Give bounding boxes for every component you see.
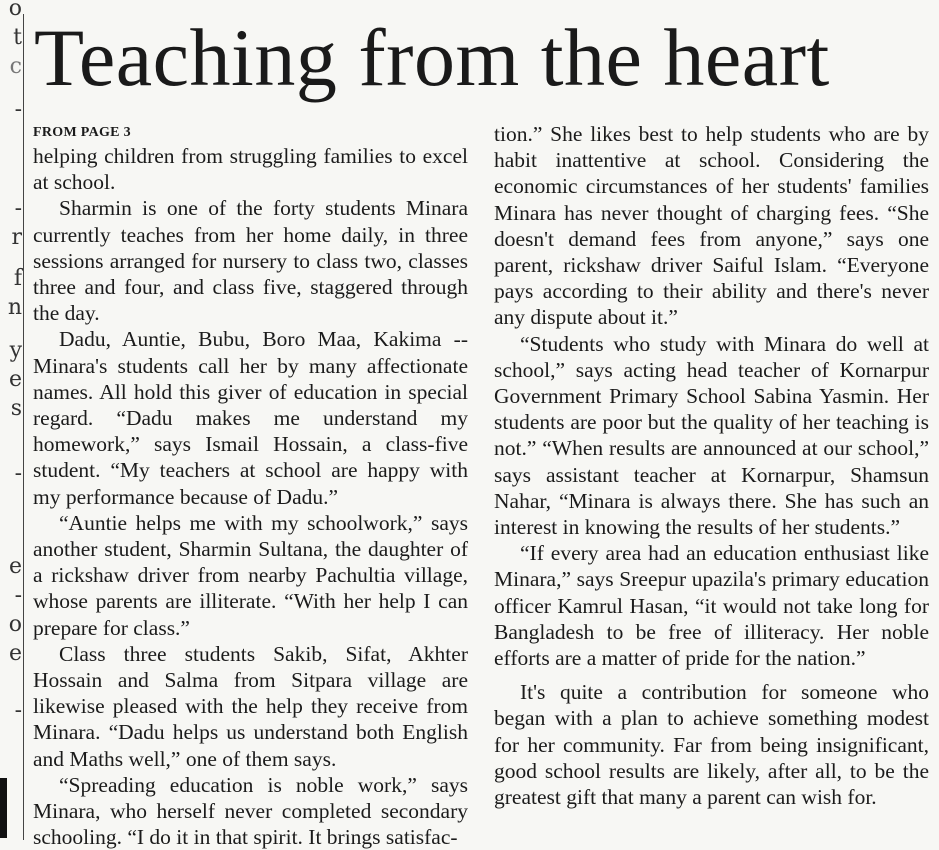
margin-fragment: t — [13, 25, 22, 50]
margin-fragment: n — [7, 295, 22, 320]
paragraph: Dadu, Auntie, Bubu, Boro Maa, Kakima -- Minara's students call her by many affectionate names. All hold this giver of education in special regard. “Dadu makes me understand my homework,” says Ismail Hossain, a class-five student. “My teachers at school are happy with my performance because of Dadu.” — [33, 327, 468, 509]
article-column-right — [494, 121, 929, 810]
paragraph: tion.” She likes best to help students who are by habit inattentive at school. Considering the economic circumstances of her students' families Minara has never thought of charging fees. “She doesn't demand fees from anyone,” says one parent, rickshaw driver Saiful Islam. “Everyone pays according to their ability and there's never any dispute about it.” — [494, 122, 929, 330]
margin-fragment: y — [9, 338, 22, 363]
paragraph: “If every area had an education enthusiast like Minara,” says Sreepur upazila's primary education officer Kamrul Hasan, “it would not take long for Bangladesh to be free of illiteracy. Her noble efforts are a matter of pride for the nation.” — [494, 541, 929, 671]
margin-fragment: s — [10, 396, 22, 421]
margin-fragment: e — [8, 641, 22, 666]
margin-black-bar — [0, 778, 7, 838]
paragraph: “Spreading education is noble work,” says Minara, who herself never completed secondary schooling. “I do it in that spirit. It brings satisfac- — [33, 772, 468, 850]
adjacent-column-fragments — [0, 0, 22, 847]
margin-fragment: e — [8, 367, 22, 392]
margin-fragment: - — [14, 461, 22, 486]
margin-fragment: - — [14, 698, 22, 723]
article-column-left — [33, 121, 468, 850]
column-rule — [23, 14, 24, 840]
margin-fragment: c — [9, 54, 22, 79]
margin-fragment: - — [14, 583, 22, 608]
headline: Teaching from the heart — [34, 12, 830, 103]
paragraph: “Students who study with Minara do well at school,” says acting head teacher of Kornarpur Government Primary School Sabina Yasmin. Her students are poor but the quality of her teaching is not.” “When results are announced at our school,” says assistant teacher at Kornarpur, Shamsun Nahar, “Minara is always there. She has such an interest in knowing the results of her students.” — [494, 331, 929, 540]
paragraph: helping children from struggling families to excel at school. — [33, 144, 468, 195]
margin-fragment: f — [13, 266, 22, 291]
margin-fragment: r — [11, 225, 22, 250]
paragraph: Class three students Sakib, Sifat, Akhter Hossain and Salma from Sitpara village are likewise pleased with the help they receive from Minara. “Dadu helps us understand both English and Maths well,” one of them says. — [33, 641, 468, 771]
paragraph: “Auntie helps me with my schoolwork,” says another student, Sharmin Sultana, the daughter of a rickshaw driver from nearby Pachultia village, whose parents are illiterate. “With her help I can prepare for class.” — [33, 510, 468, 640]
jump-line: FROM PAGE 3 — [33, 125, 131, 140]
margin-fragment: - — [14, 97, 22, 122]
margin-fragment: - — [14, 196, 22, 221]
margin-fragment: e — [8, 554, 22, 579]
paragraph: It's quite a contribution for someone who began with a plan to achieve something modest for her community. Far from being insignificant, good school results are likely, after all, to be the greatest gift that many a parent can wish for. — [494, 680, 929, 810]
margin-fragment: o — [8, 0, 22, 21]
margin-fragment: o — [8, 612, 22, 637]
paragraph: Sharmin is one of the forty students Minara currently teaches from her home daily, in three sessions arranged for nursery to class two, classes three and four, and class five, staggered through the day. — [33, 196, 468, 326]
